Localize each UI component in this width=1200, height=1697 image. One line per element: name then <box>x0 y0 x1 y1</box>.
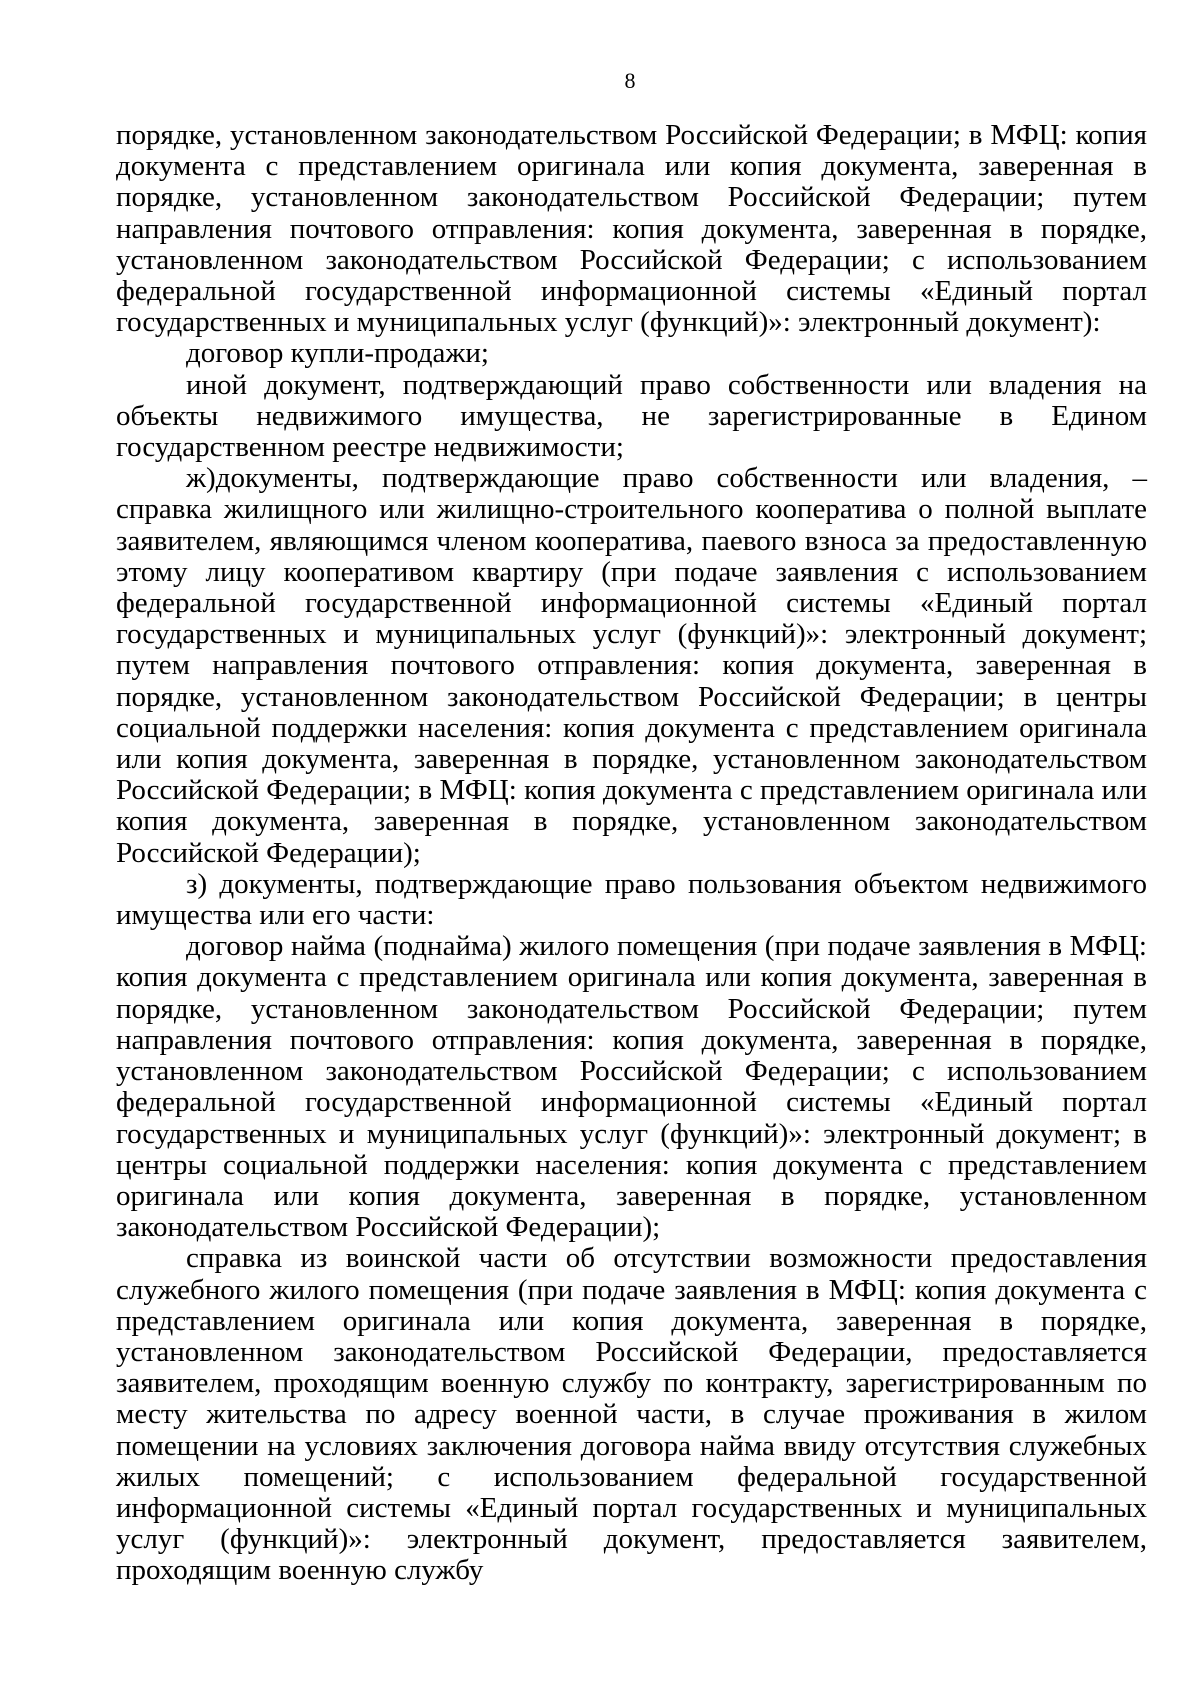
paragraph-military-certificate: справка из воинской части об отсутствии возможности предоставления служебного жилого помещения (при подаче заявления в МФЦ: копия документа с представлением оригинала или копия документа, заверенная в порядке, установленном законодательством Российской Федерации, предоставляется заявителем, проходящим военную службу по контракту, зарегистрированным по месту жительства по адресу военной части, в случае проживания в жилом помещении на условиях заключения договора найма ввиду отсутствия служебных жилых помещений; с использованием федеральной государственной информационной системы «Единый портал государственных и муниципальных услуг (функций)»: электронный документ, предоставляется заявителем, проходящим военную службу <box>116 1242 1147 1587</box>
page-number: 8 <box>624 68 636 93</box>
paragraph-continuation: порядке, установленном законодательством Российской Федерации; в МФЦ: копия документа с представлением оригинала или копия документа, заверенная в порядке, установленном законодательством Российской Федерации; путем направления почтового отправления: копия документа, заверенная в порядке, установленном законодательством Российской Федерации; с использованием федеральной государственной информационной системы «Единый портал государственных и муниципальных услуг (функций)»: электронный документ): <box>116 119 1147 339</box>
paragraph-item-z: з) документы, подтверждающие право пользования объектом недвижимого имущества или его части: <box>116 867 1147 932</box>
paragraph-other-document: иной документ, подтверждающий право собственности или владения на объекты недвижимого имущества, не зарегистрированные в Едином государственном реестре недвижимости; <box>116 368 1147 464</box>
paragraph-sale-contract: договор купли-продажи; <box>186 337 489 370</box>
document-body <box>116 120 1147 1587</box>
paragraph-item-zh: ж)документы, подтверждающие право собственности или владения, – справка жилищного или жилищно-строительного кооператива о полной выплате заявителем, являющимся членом кооператива, паевого взноса за предоставленную этому лицу кооперативом квартиру (при подаче заявления с использованием федеральной государственной информационной системы «Единый портал государственных и муниципальных услуг (функций)»: электронный документ; путем направления почтового отправления: копия документа, заверенная в порядке, установленном законодательством Российской Федерации; в центры социальной поддержки населения: копия документа с представлением оригинала или копия документа, заверенная в порядке, установленном законодательством Российской Федерации; в МФЦ: копия документа с представлением оригинала или копия документа, заверенная в порядке, установленном законодательством Российской Федерации); <box>116 462 1147 869</box>
paragraph-lease-contract: договор найма (поднайма) жилого помещения (при подаче заявления в МФЦ: копия документа с представлением оригинала или копия документа, заверенная в порядке, установленном законодательством Российской Федерации; путем направления почтового отправления: копия документа, заверенная в порядке, установленном законодательством Российской Федерации; с использованием федеральной государственной информационной системы «Единый портал государственных и муниципальных услуг (функций)»: электронный документ; в центры социальной поддержки населения: копия документа с представлением оригинала или копия документа, заверенная в порядке, установленном законодательством Российской Федерации); <box>116 930 1147 1244</box>
